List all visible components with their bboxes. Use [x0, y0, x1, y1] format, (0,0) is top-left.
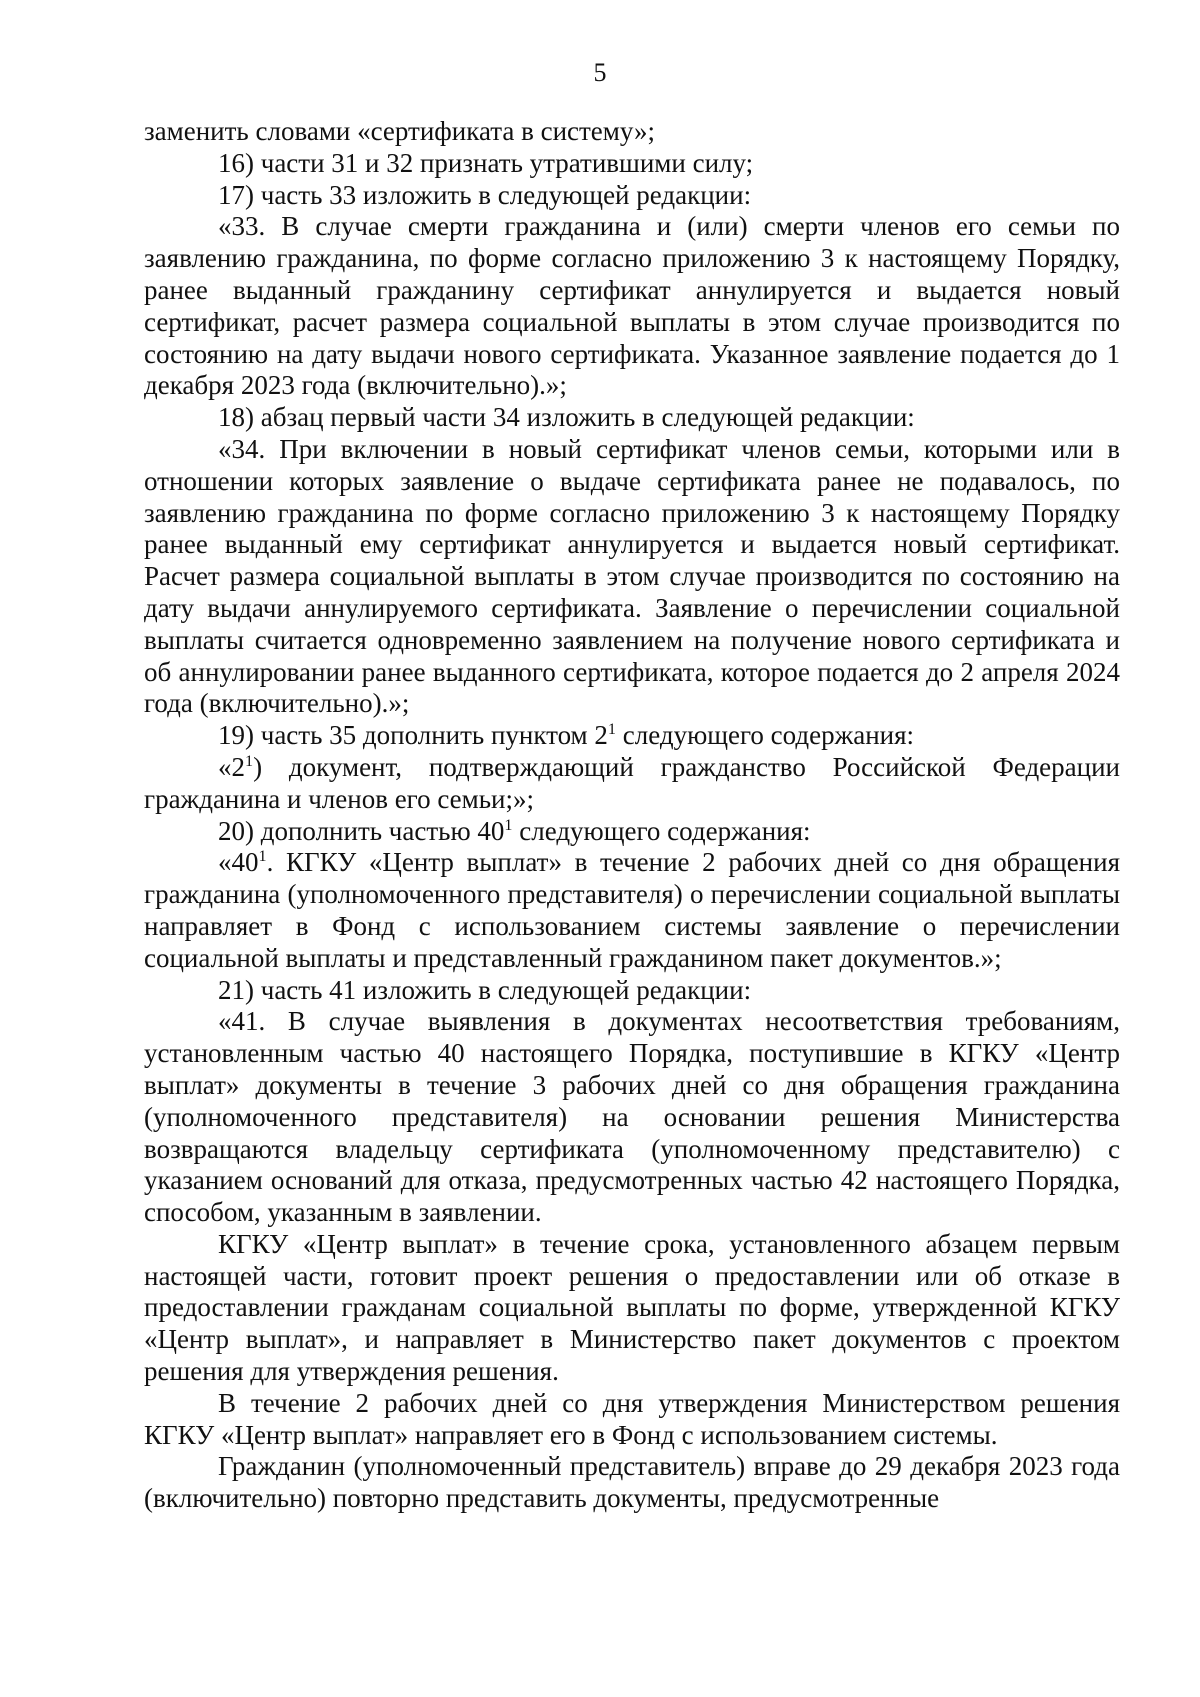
- document-body: [144, 116, 1120, 1515]
- paragraph-text: «2: [218, 751, 245, 782]
- paragraph: [144, 402, 1120, 434]
- paragraph-text: «34. При включении в новый сертификат членов семьи, которыми или в отношении которых заявление о выдаче сертификата ранее не подавалось, по заявлению гражданина по форме согласно приложению 3 к настоящему Порядку ранее выданный ему сертификат аннулируется и выдается новый сертификат. Расчет размера социальной выплаты в этом случае производится по состоянию на дату выдачи аннулируемого сертификата. Заявление о перечислении социальной выплаты считается одновременно заявлением на получение нового сертификата и об аннулировании ранее выданного сертификата, которое подается до 2 апреля 2024 года (включительно).»;: [144, 433, 1120, 719]
- page-number: 5: [593, 58, 607, 87]
- paragraph-text: следующего содержания:: [616, 720, 915, 751]
- paragraph-text: «33. В случае смерти гражданина и (или) смерти членов его семьи по заявлению гражданина, по форме согласно приложению 3 к настоящему Порядку, ранее выданный гражданину сертификат аннулируется и выдается новый сертификат, расчет размера социальной выплаты в этом случае производится по состоянию на дату выдачи нового сертификата. Указанное заявление подается до 1 декабря 2023 года (включительно).»;: [144, 211, 1120, 401]
- paragraph: [144, 180, 1120, 212]
- paragraph: [144, 1229, 1120, 1388]
- paragraph: [144, 1006, 1120, 1229]
- paragraph: [144, 434, 1120, 720]
- paragraph: [144, 847, 1120, 974]
- superscript: 1: [245, 751, 254, 770]
- paragraph: [144, 816, 1120, 848]
- paragraph-text: 18) абзац первый части 34 изложить в следующей редакции:: [218, 402, 915, 433]
- paragraph: [144, 720, 1120, 752]
- paragraph-text: 20) дополнить частью 40: [218, 815, 505, 846]
- paragraph: [144, 1388, 1120, 1452]
- paragraph-text: 19) часть 35 дополнить пунктом 2: [218, 720, 608, 751]
- paragraph-text: «41. В случае выявления в документах несоответствия требованиям, установленным частью 40 настоящего Порядка, поступившие в КГКУ «Центр выплат» документы в течение 3 рабочих дней со дня обращения гражданина (уполномоченного представителя) на основании решения Министерства возвращаются владельцу сертификата (уполномоченному представителю) с указанием оснований для отказа, предусмотренных частью 42 настоящего Порядка, способом, указанным в заявлении.: [144, 1006, 1120, 1228]
- paragraph-text: заменить словами «сертификата в систему»;: [144, 116, 656, 146]
- superscript: 1: [607, 720, 616, 739]
- paragraph-text: КГКУ «Центр выплат» в течение срока, установленного абзацем первым настоящей части, готовит проект решения о предоставлении или об отказе в предоставлении гражданам социальной выплаты по форме, утвержденной КГКУ «Центр выплат», и направляет в Министерство пакет документов с проектом решения для утверждения решения.: [144, 1228, 1120, 1387]
- paragraph-text: Гражданин (уполномоченный представитель) вправе до 29 декабря 2023 года (включительно) повторно представить документы, предусмотренные: [144, 1451, 1120, 1514]
- paragraph-text: . КГКУ «Центр выплат» в течение 2 рабочих дней со дня обращения гражданина (уполномоченного представителя) о перечислении социальной выплаты направляет в Фонд с использованием системы заявление о перечислении социальной выплаты и представленный гражданином пакет документов.»;: [144, 847, 1120, 973]
- paragraph-text: 21) часть 41 изложить в следующей редакции:: [218, 974, 752, 1005]
- paragraph: [144, 148, 1120, 180]
- paragraph: [144, 116, 1120, 148]
- paragraph-text: 16) части 31 и 32 признать утратившими силу;: [218, 147, 754, 178]
- paragraph-text: 17) часть 33 изложить в следующей редакции:: [218, 179, 752, 210]
- paragraph-text: В течение 2 рабочих дней со дня утверждения Министерством решения КГКУ «Центр выплат» направляет его в Фонд с использованием системы.: [144, 1387, 1120, 1450]
- paragraph-text: следующего содержания:: [512, 815, 811, 846]
- paragraph: [144, 752, 1120, 816]
- paragraph: [144, 1451, 1120, 1515]
- superscript: 1: [504, 815, 513, 834]
- superscript: 1: [258, 847, 267, 866]
- paragraph: [144, 975, 1120, 1007]
- paragraph-text: «40: [218, 847, 259, 878]
- paragraph: [144, 211, 1120, 402]
- paragraph-text: ) документ, подтверждающий гражданство Российской Федерации гражданина и членов его семьи;»;: [144, 751, 1120, 814]
